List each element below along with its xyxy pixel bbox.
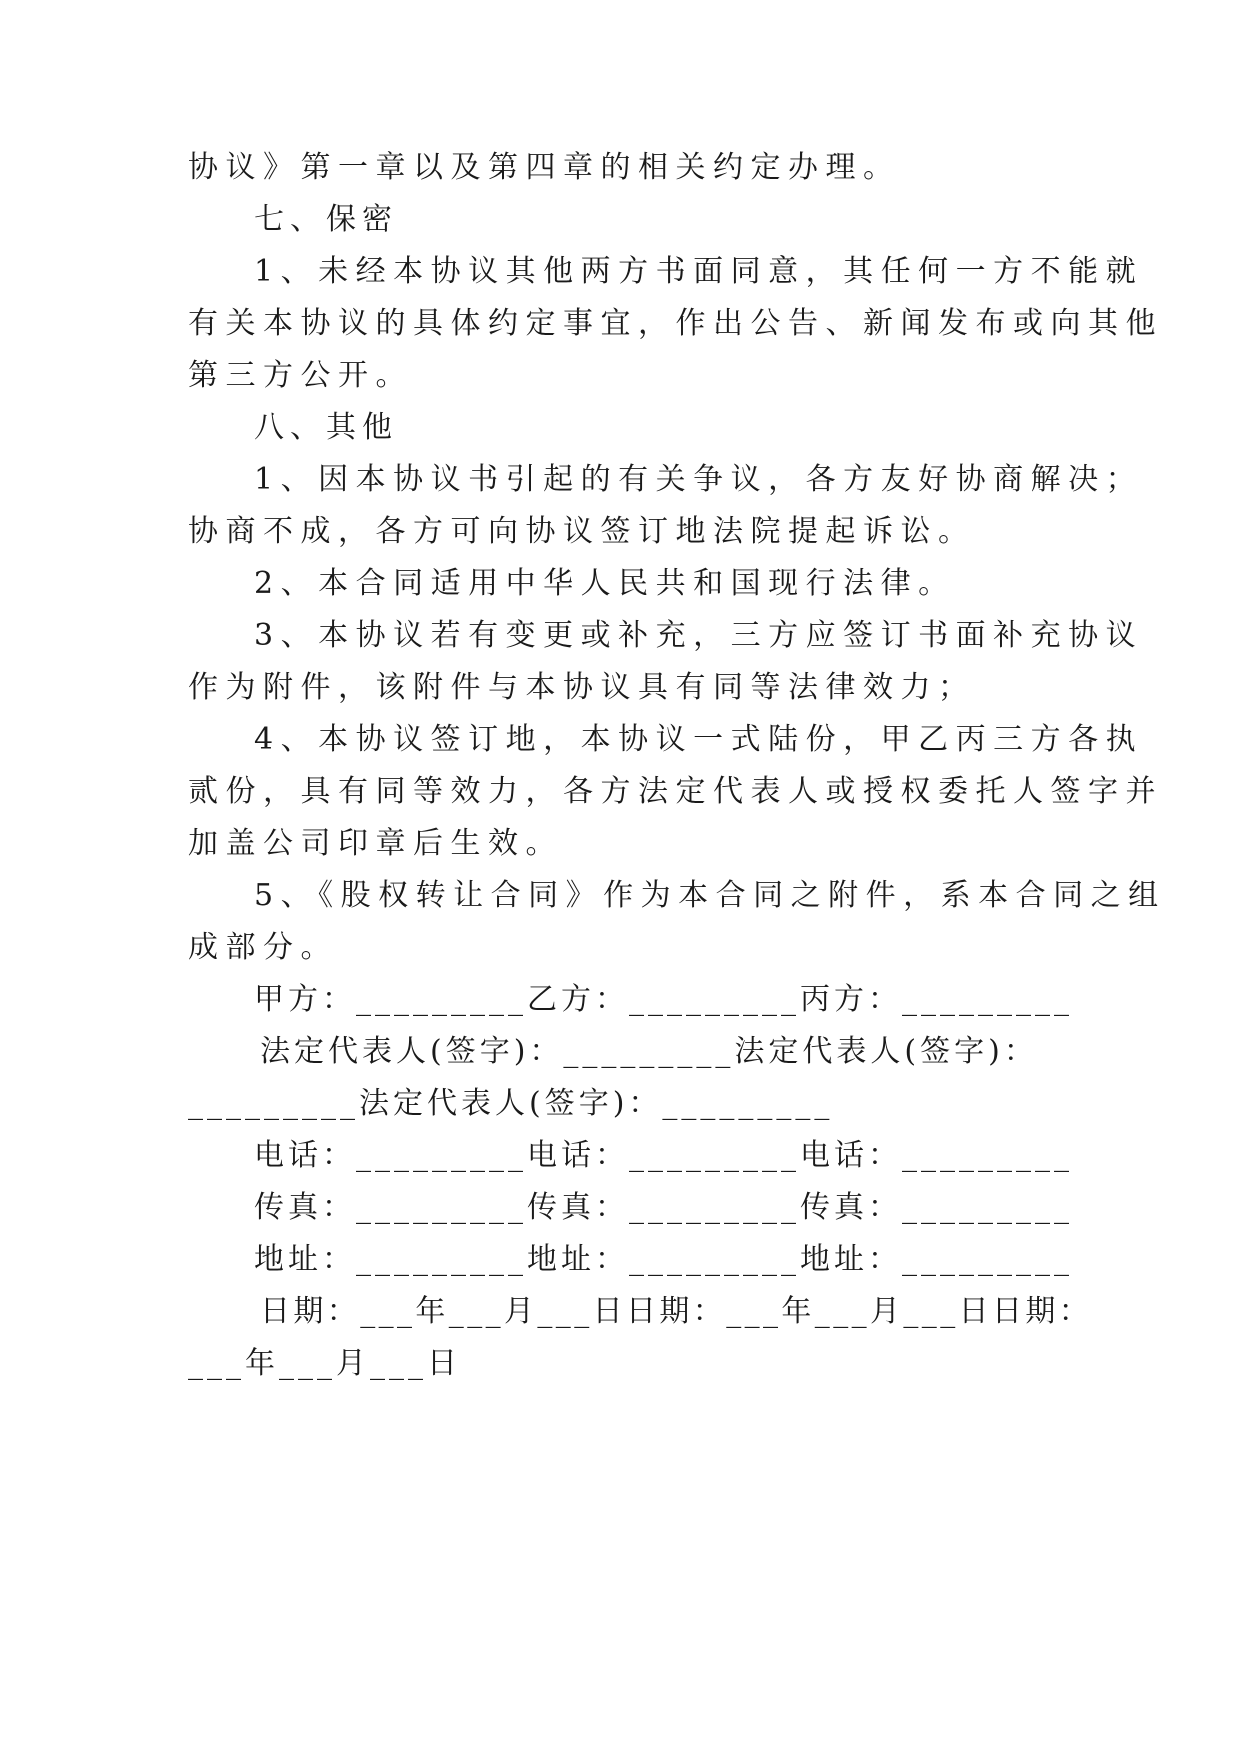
text-line: 协商不成，各方可向协议签订地法院提起诉讼。	[188, 514, 976, 549]
text-line: 3、本协议若有变更或补充，三方应签订书面补充协议	[254, 618, 1144, 653]
text-line: 作为附件，该附件与本协议具有同等法律效力；	[188, 670, 976, 705]
text-line: 第三方公开。	[188, 358, 413, 393]
text-line: 2、本合同适用中华人民共和国现行法律。	[254, 566, 956, 601]
signature-line: 法定代表人(签字)：_________法定代表人(签字)：	[260, 1034, 1038, 1069]
signature-line: _________法定代表人(签字)：_________	[188, 1086, 834, 1121]
text-line: 成部分。	[188, 930, 338, 965]
text-line: 1、因本协议书引起的有关争议，各方友好协商解决；	[254, 462, 1144, 497]
text-line: 加盖公司印章后生效。	[188, 826, 563, 861]
section-heading: 八、其他	[254, 410, 398, 445]
signature-line: 甲方：_________乙方：_________丙方：_________	[254, 982, 1073, 1017]
section-heading: 七、保密	[254, 202, 398, 237]
text-line: 有关本协议的具体约定事宜，作出公告、新闻发布或向其他	[188, 306, 1163, 341]
text-line: 1、未经本协议其他两方书面同意，其任何一方不能就	[254, 254, 1144, 289]
signature-line: 传真：_________传真：_________传真：_________	[254, 1190, 1073, 1225]
signature-line: ___年___月___日	[188, 1346, 461, 1381]
text-line: 5、《股权转让合同》作为本合同之附件，系本合同之组	[254, 878, 1166, 913]
text-line: 贰份，具有同等效力，各方法定代表人或授权委托人签字并	[188, 774, 1163, 809]
text-line: 4、本协议签订地，本协议一式陆份，甲乙丙三方各执	[254, 722, 1144, 757]
text-line: 协议》第一章以及第四章的相关约定办理。	[188, 150, 901, 185]
signature-line: 电话：_________电话：_________电话：_________	[254, 1138, 1073, 1173]
signature-line: 日期：___年___月___日日期：___年___月___日日期：	[260, 1294, 1093, 1329]
signature-line: 地址：_________地址：_________地址：_________	[254, 1242, 1073, 1277]
